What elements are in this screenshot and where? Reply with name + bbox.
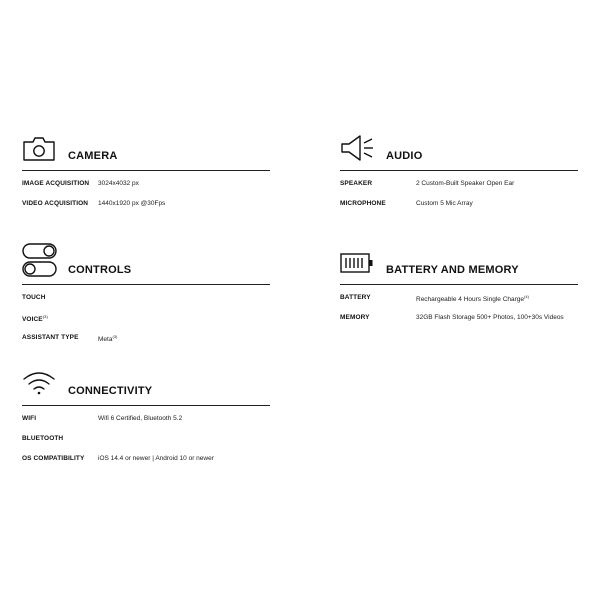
speaker-icon xyxy=(340,134,376,167)
connectivity-section xyxy=(22,369,270,475)
spec-value-text: Meta xyxy=(98,336,113,344)
spec-label: OS COMPATIBILITY xyxy=(22,455,85,462)
controls-section xyxy=(22,248,270,354)
camera-header xyxy=(22,134,270,170)
spec-value: 32GB Flash Storage 500+ Photos, 100+30s Videos xyxy=(416,314,564,321)
controls-header xyxy=(22,248,270,284)
spec-label: MEMORY xyxy=(340,314,370,321)
battery-title: BATTERY AND MEMORY xyxy=(386,264,519,276)
spec-label-text: VOICE xyxy=(22,316,43,324)
spec-value xyxy=(98,334,117,343)
wifi-icon xyxy=(22,370,56,401)
spec-row xyxy=(22,415,270,435)
spec-row xyxy=(22,334,270,354)
spec-label: VIDEO ACQUISITION xyxy=(22,200,89,207)
camera-title: CAMERA xyxy=(68,150,118,162)
controls-title: CONTROLS xyxy=(68,264,132,276)
audio-divider xyxy=(340,170,578,171)
audio-header xyxy=(340,134,578,170)
spec-value: 1440x1920 px @30Fps xyxy=(98,200,166,207)
spec-label: TOUCH xyxy=(22,294,46,301)
spec-row xyxy=(22,200,270,220)
connectivity-divider xyxy=(22,405,270,406)
spec-row xyxy=(340,180,578,200)
connectivity-title: CONNECTIVITY xyxy=(68,385,153,397)
spec-value: 2 Custom-Built Speaker Open Ear xyxy=(416,180,515,187)
controls-divider xyxy=(22,284,270,285)
spec-label: BLUETOOTH xyxy=(22,435,64,442)
spec-label: ASSISTANT TYPE xyxy=(22,334,79,341)
spec-value: Wifi 6 Certified, Bluetooth 5.2 xyxy=(98,415,183,422)
spec-value: 3024x4032 px xyxy=(98,180,139,187)
spec-row xyxy=(22,180,270,200)
footnote-marker: (4) xyxy=(524,294,529,299)
spec-label: WIFI xyxy=(22,415,37,422)
camera-divider xyxy=(22,170,270,171)
battery-divider xyxy=(340,284,578,285)
spec-row xyxy=(340,200,578,220)
spec-row xyxy=(22,294,270,314)
spec-label: MICROPHONE xyxy=(340,200,386,207)
spec-row xyxy=(340,314,578,334)
camera-icon xyxy=(22,136,56,167)
spec-row xyxy=(22,455,270,475)
spec-label: IMAGE ACQUISITION xyxy=(22,180,90,187)
spec-row xyxy=(22,314,270,334)
audio-title: AUDIO xyxy=(386,150,423,162)
connectivity-header xyxy=(22,369,270,405)
toggle-icon xyxy=(22,243,58,282)
spec-value: iOS 14.4 or newer | Android 10 or newer xyxy=(98,455,214,462)
battery-section xyxy=(340,248,578,334)
spec-row xyxy=(22,435,270,455)
battery-header xyxy=(340,248,578,284)
spec-label xyxy=(22,314,48,323)
footnote-marker: (3) xyxy=(112,334,118,339)
spec-value: Custom 5 Mic Array xyxy=(416,200,473,207)
audio-section xyxy=(340,134,578,220)
spec-label: SPEAKER xyxy=(340,180,373,187)
battery-icon xyxy=(340,253,374,278)
footnote-marker: (3) xyxy=(42,314,48,319)
spec-value xyxy=(416,294,529,303)
camera-section xyxy=(22,134,270,220)
spec-value-text: Rechargeable 4 Hours Single Charge xyxy=(416,296,525,304)
spec-row xyxy=(340,294,578,314)
spec-label: BATTERY xyxy=(340,294,371,301)
